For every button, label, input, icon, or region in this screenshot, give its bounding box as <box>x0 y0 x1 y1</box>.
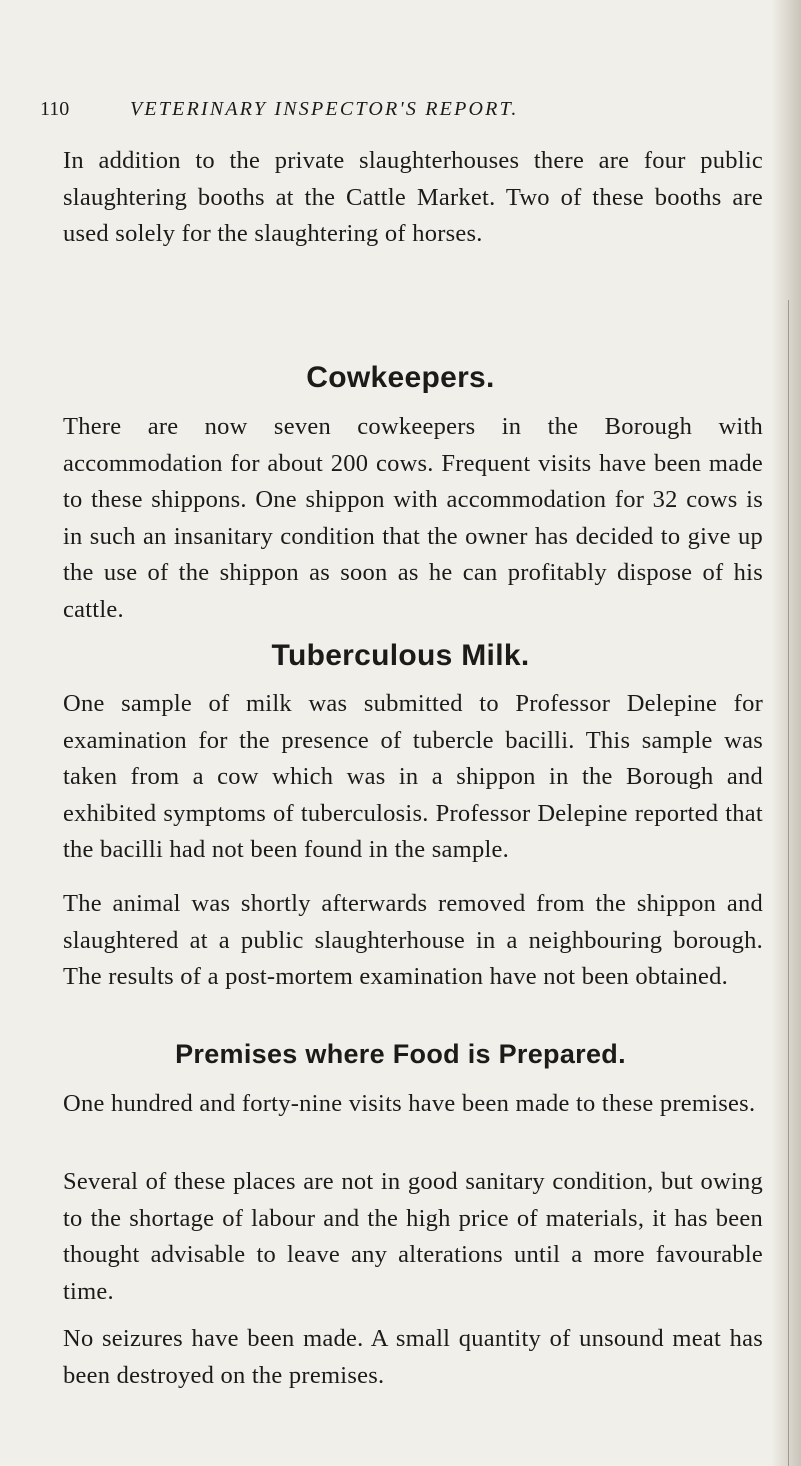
cowkeepers-paragraph-1: There are now seven cowkeepers in the Borough with accommodation for about 200 cows. Frequent visits have been made to these shippons. One shippon with accommodation for 32 cows is in such an insanitary condition that the owner has decided to give up the use of the shippon as soon as he can profitably dispose of his cattle. <box>63 413 763 623</box>
page-header <box>40 92 740 126</box>
running-title: VETERINARY INSPECTOR'S REPORT. <box>130 98 519 120</box>
heading-premises: Premises where Food is Prepared. <box>175 1039 626 1069</box>
premises-paragraph-1: One hundred and forty-nine visits have been made to these premises. <box>63 1090 756 1117</box>
heading-cowkeepers: Cowkeepers. <box>306 361 495 394</box>
premises-paragraph-3: No seizures have been made. A small quantity of unsound meat has been destroyed on the premises. <box>63 1325 763 1389</box>
page-edge-shadow <box>771 0 801 1466</box>
premises-paragraph-2: Several of these places are not in good sanitary condition, but owing to the shortage of labour and the high price of materials, it has been thought advisable to leave any alterations until a more favourable time. <box>63 1168 763 1305</box>
tuberculous-milk-paragraph-1: One sample of milk was submitted to Professor Delepine for examination for the presence of tubercle bacilli. This sample was taken from a cow which was in a shippon in the Borough and exhibited symptoms of tuberculosis. Professor Delepine reported that the bacilli had not been found in the sample. <box>63 690 763 863</box>
tuberculous-milk-paragraph-2: The animal was shortly afterwards removed from the shippon and slaughtered at a public slaughterhouse in a neighbouring borough. The results of a post-mortem examination have not been obtained. <box>63 890 763 990</box>
heading-tuberculous-milk: Tuberculous Milk. <box>271 639 530 672</box>
page-edge-line <box>788 300 789 1466</box>
page-number: 110 <box>40 98 70 120</box>
intro-paragraph-1: In addition to the private slaughterhouses there are four public slaughtering booths at the Cattle Market. Two of these booths are used solely for the slaughtering of horses. <box>63 147 763 247</box>
